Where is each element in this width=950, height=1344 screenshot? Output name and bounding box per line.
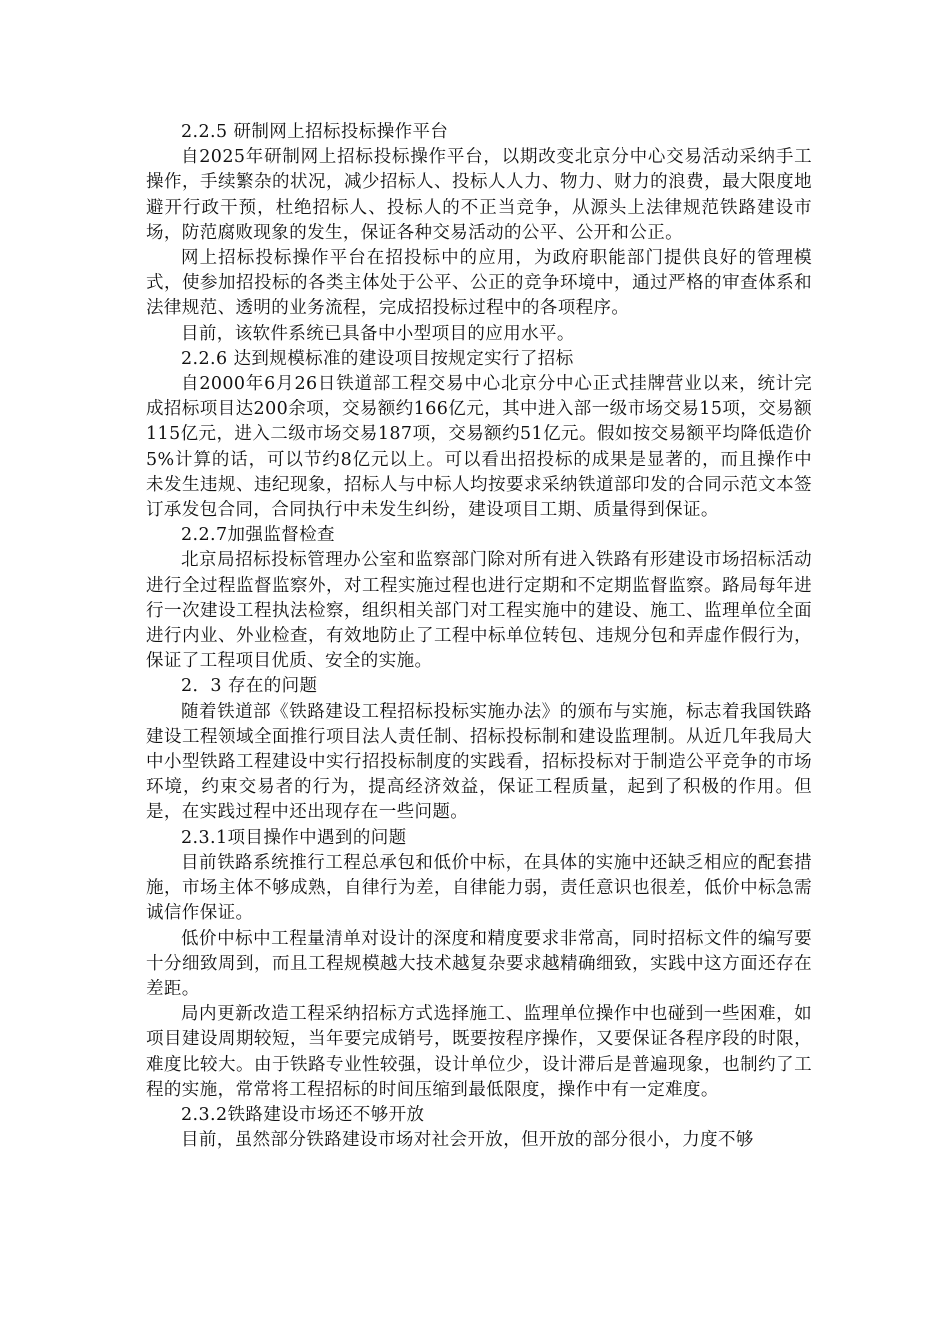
section-heading-2-3-2: 2.3.2铁路建设市场还不够开放 (181, 1104, 425, 1125)
document-body (146, 120, 812, 1153)
body-paragraph: 自2025年研制网上招标投标操作平台，以期改变北京分中心交易活动采纳手工操作，手续繁杂的状况，减少招标人、投标人人力、物力、财力的浪费，最大限度地避开行政干预，杜绝招标人、投标人的不正当竞争，从源头上法律规范铁路建设市场，防范腐败现象的发生，保证各种交易活动的公平、公开和公正。 (146, 147, 812, 243)
body-paragraph: 随着铁道部《铁路建设工程招标投标实施办法》的颁布与实施，标志着我国铁路建设工程领域全面推行项目法人责任制、招标投标制和建设监理制。从近几年我局大中小型铁路工程建设中实行招投标制度的实践看，招标投标对于制造公平竞争的市场环境，约束交易者的行为，提高经济效益，保证工程质量，起到了积极的作用。但是，在实践过程中还出现存在一些问题。 (146, 701, 812, 823)
section-heading-2-2-6: 2.2.6 达到规模标准的建设项目按规定实行了招标 (181, 348, 574, 369)
section-heading-2-2-7: 2.2.7加强监督检查 (181, 525, 335, 546)
body-paragraph: 目前，虽然部分铁路建设市场对社会开放，但开放的部分很小，力度不够 (181, 1130, 754, 1151)
body-paragraph: 目前铁路系统推行工程总承包和低价中标，在具体的实施中还缺乏相应的配套措施，市场主体不够成熟，自律行为差，自律能力弱，责任意识也很差，低价中标急需诚信作保证。 (146, 852, 812, 924)
body-paragraph: 自2000年6月26日铁道部工程交易中心北京分中心正式挂牌营业以来，统计完成招标项目达200余项，交易额约166亿元，其中进入部一级市场交易15项，交易额115亿元，进入二级市场交易187项，交易额约51亿元。假如按交易额平均降低造价5%计算的话，可以节约8亿元以上。可以看出招投标的成果是显著的，而且操作中未发生违规、违纪现象，招标人与中标人均按要求采纳铁道部印发的合同示范文本签订承发包合同，合同执行中未发生纠纷，建设项目工期、质量得到保证。 (146, 374, 812, 521)
body-paragraph: 局内更新改造工程采纳招标方式选择施工、监理单位操作中也碰到一些困难，如项目建设周期较短，当年要完成销号，既要按程序操作，又要保证各程序段的时限，难度比较大。由于铁路专业性较强，设计单位少，设计滞后是普遍现象，也制约了工程的实施，常常将工程招标的时间压缩到最低限度，操作中有一定难度。 (146, 1004, 812, 1100)
section-heading-2-3: 2．3 存在的问题 (181, 676, 318, 697)
body-paragraph: 低价中标中工程量清单对设计的深度和精度要求非常高，同时招标文件的编写要十分细致周到，而且工程规模越大技术越复杂要求越精确细致，实践中这方面还存在差距。 (146, 928, 812, 999)
body-paragraph: 目前，该软件系统已具备中小型项目的应用水平。 (181, 323, 575, 344)
section-heading-2-2-5: 2.2.5 研制网上招标投标操作平台 (181, 122, 449, 142)
section-heading-2-3-1: 2.3.1项目操作中遇到的问题 (181, 827, 407, 848)
body-paragraph: 网上招标投标操作平台在招投标中的应用，为政府职能部门提供良好的管理模式，使参加招投标的各类主体处于公平、公正的竞争环境中，通过严格的审查体系和法律规范、透明的业务流程，完成招投标过程中的各项程序。 (146, 248, 812, 319)
body-paragraph: 北京局招标投标管理办公室和监察部门除对所有进入铁路有形建设市场招标活动进行全过程监督监察外，对工程实施过程也进行定期和不定期监督监察。路局每年进行一次建设工程执法检察，组织相关部门对工程实施中的建设、施工、监理单位全面进行内业、外业检查，有效地防止了工程中标单位转包、违规分包和弄虚作假行为，保证了工程项目优质、安全的实施。 (146, 550, 812, 672)
